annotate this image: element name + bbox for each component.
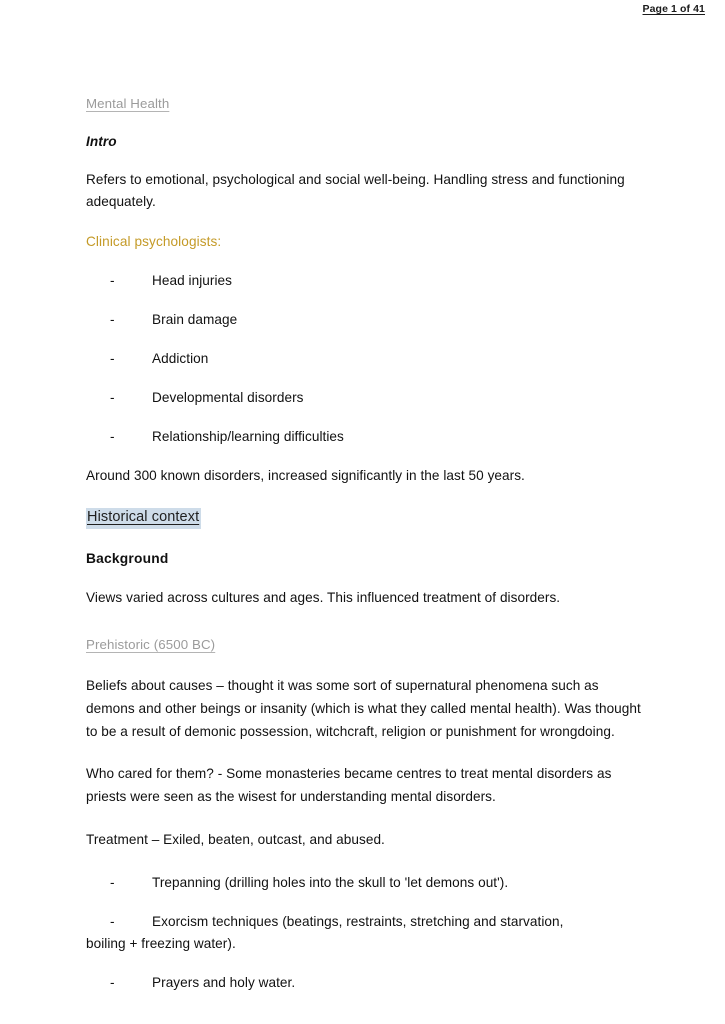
list-item [86,387,642,409]
list-item-label: Exorcism techniques (beatings, restraints, stretching and starvation, [152,913,564,929]
prehistoric-beliefs-paragraph: Beliefs about causes – thought it was some sort of supernatural phenomena such as demons and other beings or insanity (which is what they called mental health). Was thought to be a result of demonic possession, witchcraft, religion or punishment for wrongdoing. [86,678,641,739]
who-cared-paragraph: Who cared for them? - Some monasteries became centres to treat mental disorders as priests were seen as the wisest for understanding mental disorders. [86,766,612,805]
list-item [86,872,642,894]
highlighted-heading-wrap [86,508,642,528]
list-item [86,911,642,955]
list-item-label: Relationship/learning difficulties [152,429,344,445]
spacer [86,629,642,637]
document-body [86,96,642,1011]
list-item-label: Addiction [152,351,209,367]
intro-paragraph: Refers to emotional, psychological and social well-being. Handling stress and functioning adequately. [86,171,625,210]
list-item [86,972,642,994]
list-item-continuation: boiling + freezing water). [86,936,236,951]
document-title: Mental Health [86,96,170,111]
subsection-heading-prehistoric: Prehistoric (6500 BC) [86,637,216,653]
accent-heading-clinical-psychologists: Clinical psychologists: [86,234,222,250]
list-item-label: Prayers and holy water. [152,975,296,991]
treatment-methods-list [86,872,642,994]
background-paragraph: Views varied across cultures and ages. This influenced treatment of disorders. [86,589,561,605]
list-item [86,348,642,370]
list-item-label: Developmental disorders [152,390,304,406]
list-item [86,270,642,292]
list-item [86,426,642,448]
section-heading-historical-context: Historical context [86,508,201,528]
clinical-psychologists-list [86,270,642,448]
list-item-label: Trepanning (drilling holes into the skull to 'let demons out'). [152,874,509,890]
list-item-label: Head injuries [152,273,232,289]
section-heading-intro: Intro [86,133,117,149]
page-number-header: Page 1 of 41 [642,3,705,15]
list-item-label: Brain damage [152,312,238,328]
subheading-background: Background [86,550,169,566]
disorders-count-paragraph: Around 300 known disorders, increased significantly in the last 50 years. [86,468,525,484]
treatment-paragraph: Treatment – Exiled, beaten, outcast, and abused. [86,832,385,848]
list-item [86,309,642,331]
